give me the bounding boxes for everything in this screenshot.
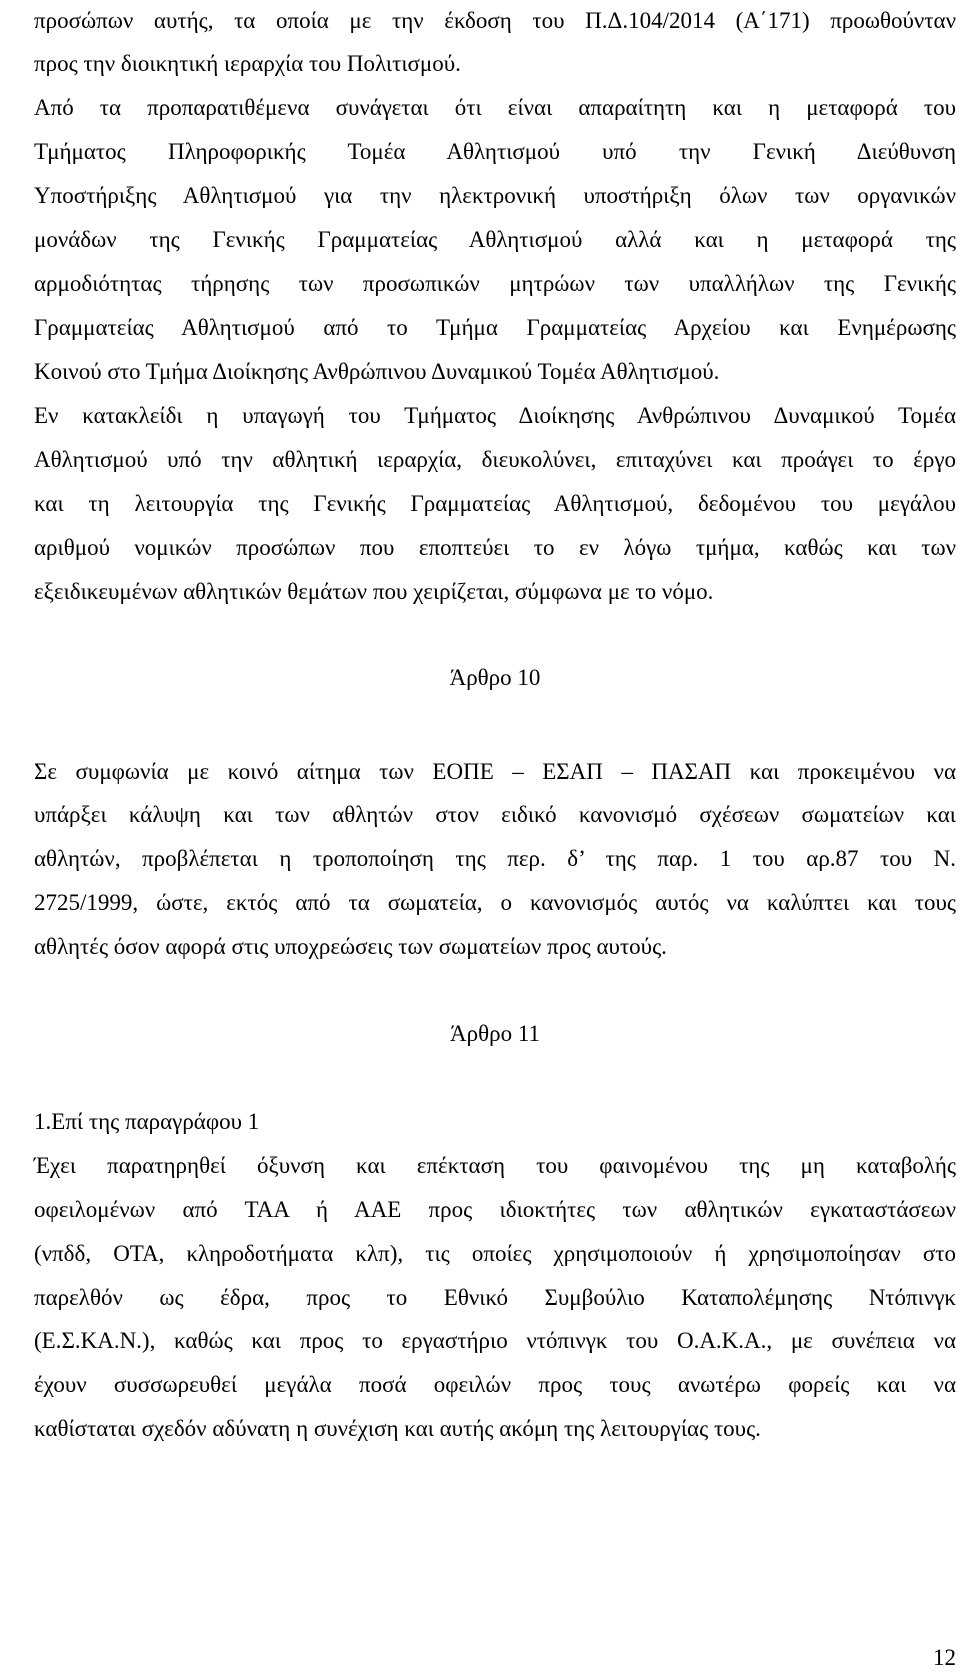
article-heading: Άρθρο 11	[450, 1021, 540, 1046]
text-line: προς την διοικητική ιεραρχία του Πολιτισμού.	[34, 51, 461, 76]
text-line: και τη λειτουργία της Γενικής Γραμματείας Αθλητισμού, δεδομένου του μεγάλου	[34, 491, 956, 516]
text-line: Τμήματος Πληροφορικής Τομέα Αθλητισμού υπό την Γενική Διεύθυνση	[34, 139, 956, 164]
text-line: οφειλομένων από ΤΑΑ ή ΑΑΕ προς ιδιοκτήτες των αθλητικών εγκαταστάσεων	[34, 1197, 956, 1222]
article-heading: Άρθρο 10	[449, 665, 541, 690]
text-line: Εν κατακλείδι η υπαγωγή του Τμήματος Διοίκησης Ανθρώπινου Δυναμικού Τομέα	[34, 403, 956, 428]
text-line: Κοινού στο Τμήμα Διοίκησης Ανθρώπινου Δυναμικού Τομέα Αθλητισμού.	[34, 359, 720, 384]
text-line: Υποστήριξης Αθλητισμού για την ηλεκτρονική υποστήριξη όλων των οργανικών	[34, 183, 956, 208]
text-line: Σε συμφωνία με κοινό αίτημα των ΕΟΠΕ – ΕΣΑΠ – ΠΑΣΑΠ και προκειμένου να	[34, 759, 956, 784]
text-line: Έχει παρατηρηθεί όξυνση και επέκταση του φαινομένου της μη καταβολής	[34, 1153, 956, 1178]
paragraph-heading: 1.Επί της παραγράφου 1	[34, 1109, 260, 1134]
text-line: αρμοδιότητας τήρησης των προσωπικών μητρώων των υπαλλήλων της Γενικής	[34, 271, 956, 296]
text-line: παρελθόν ως έδρα, προς το Εθνικό Συμβούλιο Καταπολέμησης Ντόπινγκ	[34, 1285, 956, 1310]
page-number: 12	[933, 1645, 956, 1670]
text-line: (νπδδ, ΟΤΑ, κληροδοτήματα κλπ), τις οποίες χρησιμοποιούν ή χρησιμοποίησαν στο	[34, 1241, 956, 1266]
text-line: υπάρξει κάλυψη και των αθλητών στον ειδικό κανονισμό σχέσεων σωματείων και	[34, 802, 956, 827]
text-line: αριθμού νομικών προσώπων που εποπτεύει το εν λόγω τμήμα, καθώς και των	[34, 535, 956, 560]
text-line: καθίσταται σχεδόν αδύνατη η συνέχιση και αυτής ακόμη της λειτουργίας τους.	[34, 1416, 761, 1441]
text-line: Αθλητισμού υπό την αθλητική ιεραρχία, διευκολύνει, επιταχύνει και προάγει το έργο	[34, 447, 956, 472]
text-line: μονάδων της Γενικής Γραμματείας Αθλητισμού αλλά και η μεταφορά της	[34, 227, 956, 252]
text-line: 2725/1999, ώστε, εκτός από τα σωματεία, ο κανονισμός αυτός να καλύπτει και τους	[34, 890, 956, 915]
text-line: προσώπων αυτής, τα οποία με την έκδοση του Π.Δ.104/2014 (Α΄171) προωθούνταν	[34, 8, 956, 33]
document-page	[34, 0, 956, 1678]
text-line: αθλητές όσον αφορά στις υποχρεώσεις των σωματείων προς αυτούς.	[34, 934, 667, 959]
text-line: εξειδικευμένων αθλητικών θεμάτων που χειρίζεται, σύμφωνα με το νόμο.	[34, 579, 714, 604]
text-line: (Ε.Σ.ΚΑ.Ν.), καθώς και προς το εργαστήριο ντόπινγκ του Ο.Α.Κ.Α., με συνέπεια να	[34, 1328, 956, 1353]
text-line: αθλητών, προβλέπεται η τροποποίηση της περ. δ’ της παρ. 1 του αρ.87 του Ν.	[34, 846, 956, 871]
text-line: Από τα προπαρατιθέμενα συνάγεται ότι είναι απαραίτητη και η μεταφορά του	[34, 95, 956, 120]
text-line: Γραμματείας Αθλητισμού από το Τμήμα Γραμματείας Αρχείου και Ενημέρωσης	[34, 315, 956, 340]
text-line: έχουν συσσωρευθεί μεγάλα ποσά οφειλών προς τους ανωτέρω φορείς και να	[34, 1372, 956, 1397]
